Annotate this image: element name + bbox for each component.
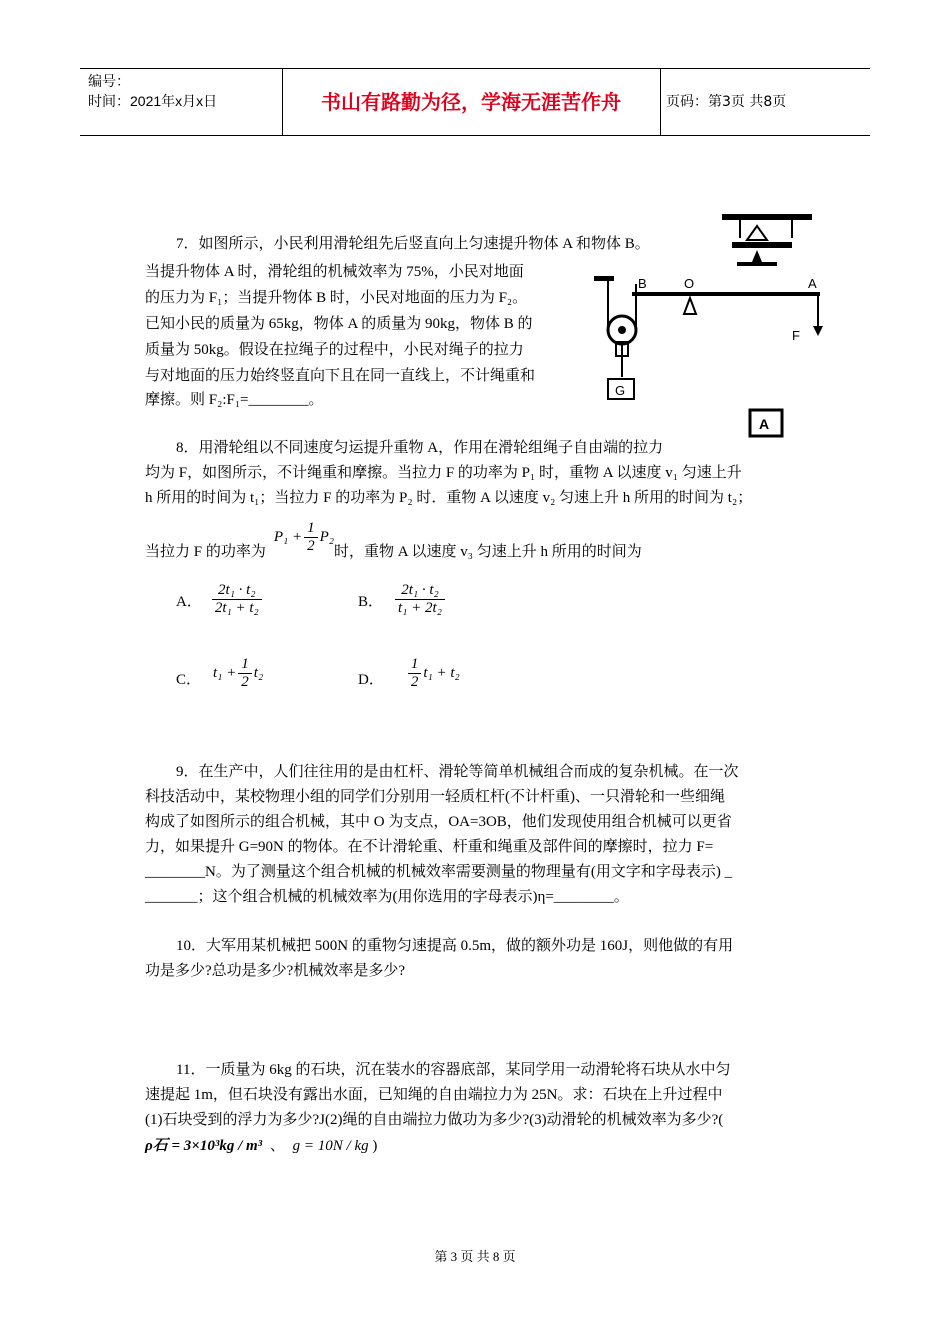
q7-line: 的压力为 F₁；当提升物体 B 时，小民对地面的压力为 F₂。 [145, 290, 528, 306]
mount-base [732, 242, 792, 248]
q9-line: 科技活动中，某校物理小组的同学们分别用一轻质杠杆(不计杆重)、一只滑轮和一些细绳 [145, 789, 725, 805]
fulcrum-o-icon [684, 298, 696, 314]
q10-line: 功是多少?总功是多少?机械效率是多少? [145, 963, 405, 979]
option-a-label: A． [176, 594, 202, 610]
option-c-expression [213, 656, 263, 691]
header-motto: 书山有路勤为径，学海无涯苦作舟 [321, 90, 621, 114]
q11-formula-line [145, 1134, 377, 1155]
page-footer: 第 3 页 共 8 页 [434, 1249, 516, 1264]
header-meta [88, 71, 217, 111]
q8-line4-pre: 当拉力 F 的功率为 [145, 544, 266, 560]
power-expr-a: P₁ + [273, 529, 303, 545]
q11-line: (1)石块受到的浮力为多少?J(2)绳的自由端拉力做功为多少?(3)动滑轮的机械效率为多少?( [145, 1112, 724, 1128]
header-page-info: 页码：第3页 共8页 [666, 94, 787, 110]
q11-line: 11．一质量为 6kg 的石块，沉在装水的容器底部，某同学用一动滑轮将石块从水中匀 [176, 1062, 731, 1078]
header-divider [660, 68, 661, 136]
label-f: F [792, 328, 800, 343]
q7-line: 7．如图所示，小民利用滑轮组先后竖直向上匀速提升物体 A 和物体 B。 [176, 236, 650, 252]
q10-line: 10．大军用某机械把 500N 的重物匀速提高 0.5m，做的额外功是 160J，则他做的有用 [176, 938, 734, 954]
q9-line: 9．在生产中，人们往往用的是由杠杆、滑轮等简单机械组合而成的复杂机械。在一次 [176, 764, 739, 780]
option-c[interactable] [176, 656, 263, 691]
option-c-b: t₂ [253, 665, 264, 681]
weight-g-label: G [615, 383, 626, 398]
small-pulley-icon [747, 226, 767, 240]
q8-line: 8．用滑轮组以不同速度匀运提升重物 A，作用在滑轮组绳子自由端的拉力 [176, 440, 664, 456]
date-label: 时间：2021年x月x日 [88, 93, 218, 109]
fraction-denominator: 2 [307, 538, 315, 554]
option-d-expression [406, 656, 460, 691]
option-c-a: t₁ + [213, 665, 237, 681]
label-b: B [638, 276, 647, 291]
option-b-label: B． [358, 594, 384, 610]
option-c-label: C． [176, 672, 202, 688]
fraction-denominator: 2t₁ + t₂ [214, 600, 259, 616]
half-fraction [304, 520, 318, 555]
q9-line: 构成了如图所示的组合机械，其中 O 为支点，OA=3OB，他们发现使用组合机械可以更省 [145, 814, 732, 830]
label-a: A [808, 276, 817, 291]
label-o: O [684, 276, 695, 291]
half-fraction [238, 656, 252, 691]
q8-line4-post: 时，重物 A 以速度 v₃ 匀速上升 h 所用的时间为 [333, 544, 642, 560]
formula-close: ) [372, 1138, 378, 1154]
arrow-head-icon [813, 326, 823, 336]
option-b[interactable] [358, 582, 445, 617]
power-expression [274, 520, 334, 555]
q7-line: 当提升物体 A 时，滑轮组的机械效率为 75%，小民对地面 [145, 264, 524, 280]
q11-line: 速提起 1m，但石块没有露出水面，已知绳的自由端拉力为 25N。求：石块在上升过程中 [145, 1087, 723, 1103]
fraction-denominator: t₁ + 2t₂ [398, 600, 442, 616]
wall-hatch [594, 276, 614, 281]
q8-box-figure [748, 408, 784, 440]
fraction-denominator: 2 [410, 674, 419, 690]
lever-bar [632, 292, 820, 296]
option-a[interactable] [176, 582, 262, 617]
q9-line: _______；这个组合机械的机械效率为(用你选用的字母表示)η=________。 [145, 889, 629, 905]
fraction-numerator: 1 [304, 520, 318, 538]
option-d[interactable] [358, 656, 460, 691]
fraction-denominator: 2 [241, 674, 249, 690]
fulcrum-base [737, 262, 777, 266]
lever-pulley-figure [592, 212, 842, 412]
q8-line: 均为 F，如图所示，不计绳重和摩擦。当拉力 F 的功率为 P₁ 时，重物 A 以速度 v₁ 匀速上升 [145, 465, 742, 481]
fraction-numerator: 1 [408, 656, 422, 674]
q7-line: 摩擦。则 F₂:F₁=________。 [145, 392, 324, 408]
pulley-axle [618, 326, 626, 334]
option-d-b: t₁ + t₂ [423, 665, 460, 681]
density-formula: ρ石 = 3×10³kg / m³ [145, 1138, 263, 1154]
power-expr-b: P₂ [319, 529, 334, 545]
fulcrum-top-icon [752, 250, 762, 262]
fraction-numerator: 1 [238, 656, 252, 674]
q7-line: 已知小民的质量为 65kg，物体 A 的质量为 90kg，物体 B 的 [145, 316, 533, 332]
gravity-formula: g = 10N / kg [292, 1138, 369, 1154]
fraction-numerator: 2t₁ · t₂ [395, 582, 445, 600]
q9-line: ________N。为了测量这个组合机械的机械效率需要测量的物理量有(用文字和字母表示) _ [145, 864, 733, 880]
fraction-numerator: 2t₁ · t₂ [212, 582, 262, 600]
number-label: 编号： [88, 73, 130, 89]
ceiling-hatch [722, 214, 812, 220]
q8-line: h 所用的时间为 t₁；当拉力 F 的功率为 P₂ 时．重物 A 以速度 v₂ 匀速上升 h 所用的时间为 t₂； [145, 490, 753, 506]
page-header [80, 68, 870, 136]
formula-separator: 、 [269, 1138, 285, 1154]
q8-line [145, 514, 642, 561]
option-b-fraction [395, 582, 445, 617]
q7-line: 与对地面的压力始终竖直向下且在同一直线上，不计绳重和 [145, 368, 536, 384]
option-d-label: D． [358, 672, 384, 688]
half-fraction [408, 656, 422, 691]
option-a-fraction [212, 582, 262, 617]
q9-line: 力，如果提升 G=90N 的物体。在不计滑轮重、杆重和绳重及部件间的摩擦时，拉力 F= [145, 839, 714, 855]
q7-line: 质量为 50kg。假设在拉绳子的过程中，小民对绳子的拉力 [145, 342, 524, 358]
box-a-label: A [759, 416, 770, 432]
